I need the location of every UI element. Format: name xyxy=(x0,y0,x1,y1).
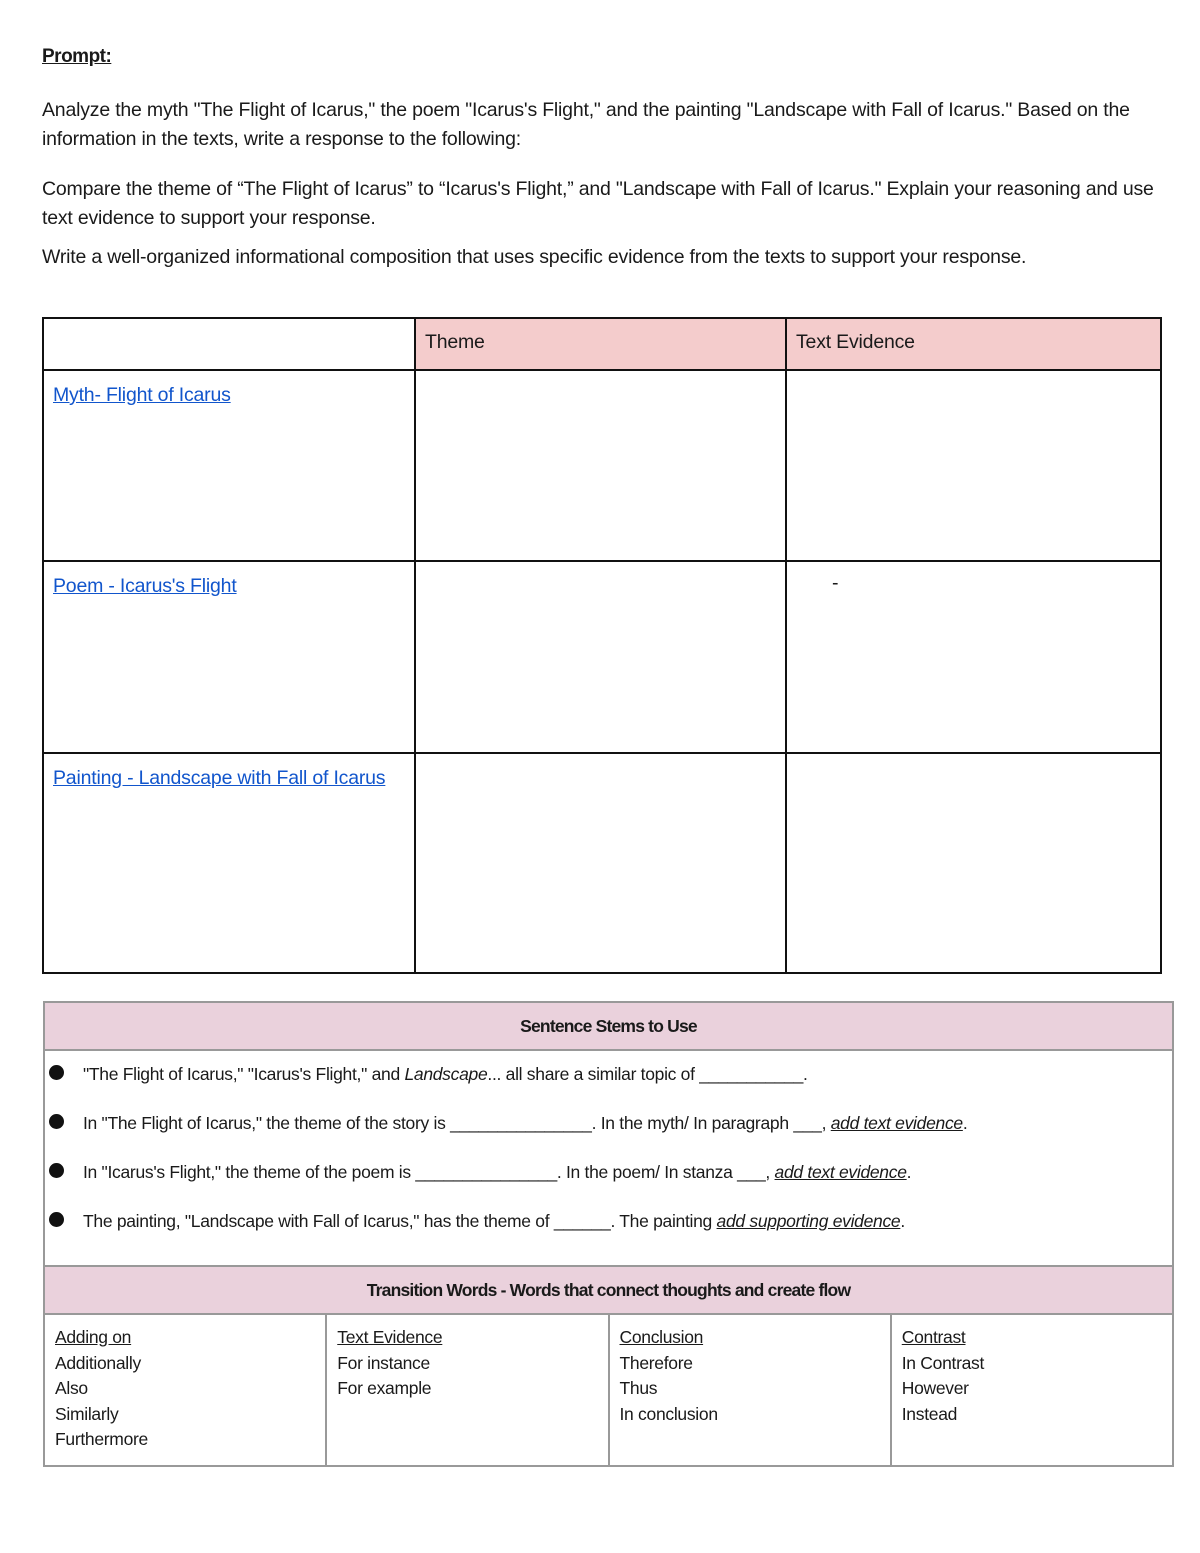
header-text-evidence: Text Evidence xyxy=(786,318,1161,370)
evidence-cell[interactable] xyxy=(786,370,1161,561)
sentence-stem-list xyxy=(45,1051,1172,1265)
bullet-icon xyxy=(49,1114,64,1129)
transition-words-title: Transition Words - Words that connect thoughts and create flow xyxy=(44,1266,1173,1314)
prompt-instructions: Analyze the myth "The Flight of Icarus," the poem "Icarus's Flight," and the painting "Landscape with Fall of Icarus." Based on the information in the texts, write a response to the following: xyxy=(42,99,1130,150)
poem-link[interactable]: Poem - Icarus's Flight xyxy=(53,575,237,597)
painting-link[interactable]: Painting - Landscape with Fall of Icarus xyxy=(53,767,386,789)
bullet-icon xyxy=(49,1065,64,1080)
bullet-icon xyxy=(49,1163,64,1178)
evidence-prompt: add text evidence xyxy=(830,1113,963,1133)
evidence-prompt: add text evidence xyxy=(774,1162,907,1182)
transition-column-contrast: Contrast In Contrast However Instead xyxy=(891,1314,1173,1466)
header-blank-cell xyxy=(43,318,415,370)
evidence-cell[interactable] xyxy=(786,753,1161,973)
theme-cell[interactable] xyxy=(415,561,786,753)
prompt-directions: Write a well-organized informational composition that uses specific evidence from the texts to support your response. xyxy=(42,246,1027,268)
table-row xyxy=(43,753,1161,973)
sentence-stems-title: Sentence Stems to Use xyxy=(44,1002,1173,1050)
sentence-stems-table xyxy=(43,1001,1174,1467)
theme-cell[interactable] xyxy=(415,753,786,973)
header-theme: Theme xyxy=(415,318,786,370)
evidence-prompt: add supporting evidence xyxy=(716,1211,901,1231)
transition-column-adding: Adding on Additionally Also Similarly Furthermore xyxy=(44,1314,326,1466)
column-heading: Conclusion xyxy=(619,1327,704,1347)
myth-link[interactable]: Myth- Flight of Icarus xyxy=(53,384,231,406)
list-item: In "The Flight of Icarus," the theme of the story is _______________. In the myth/ In paragraph ___, add text evidence. xyxy=(45,1108,1172,1157)
bullet-icon xyxy=(49,1212,64,1227)
column-heading: Adding on xyxy=(55,1327,132,1347)
column-heading: Contrast xyxy=(901,1327,966,1347)
list-item: "The Flight of Icarus," "Icarus's Flight," and Landscape... all share a similar topic of ___________. xyxy=(45,1059,1172,1108)
theme-cell[interactable] xyxy=(415,370,786,561)
evidence-dash: - xyxy=(832,572,839,594)
table-row xyxy=(43,561,1161,753)
transition-column-evidence: Text Evidence For instance For example xyxy=(326,1314,608,1466)
list-item: The painting, "Landscape with Fall of Icarus," has the theme of ______. The painting add supporting evidence. xyxy=(45,1206,1172,1255)
theme-evidence-table xyxy=(42,317,1162,974)
table-row xyxy=(43,370,1161,561)
evidence-cell[interactable] xyxy=(786,561,1161,753)
list-item: In "Icarus's Flight," the theme of the poem is _______________. In the poem/ In stanza ___, add text evidence. xyxy=(45,1157,1172,1206)
table-header-row xyxy=(43,318,1161,370)
transition-column-conclusion: Conclusion Therefore Thus In conclusion xyxy=(609,1314,891,1466)
prompt-heading: Prompt: xyxy=(42,46,112,67)
column-heading: Text Evidence xyxy=(337,1327,443,1347)
prompt-question: Compare the theme of “The Flight of Icarus” to “Icarus's Flight,” and "Landscape with Fall of Icarus." Explain your reasoning and use text evidence to support your response. xyxy=(42,178,1154,229)
